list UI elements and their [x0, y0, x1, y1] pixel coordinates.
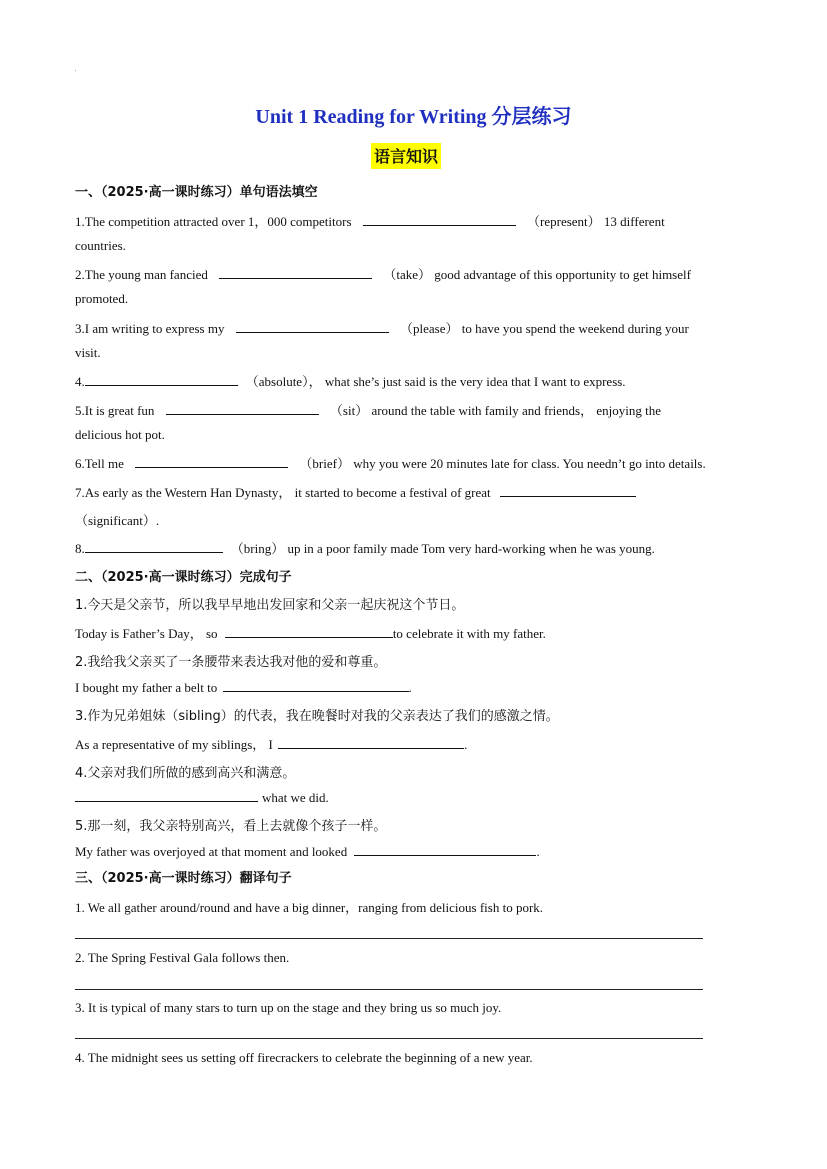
s1-q3-cont: visit.: [75, 345, 101, 360]
s3-q4: 4. The midnight sees us setting off firecrackers to celebrate the beginning of a new year.: [75, 1050, 533, 1065]
section-badge: 语言知识: [371, 143, 441, 169]
s1-q4-blank[interactable]: [85, 373, 238, 386]
s2-q4-cn: 4.父亲对我们所做的感到高兴和满意。: [75, 766, 296, 781]
s2-q5-blank[interactable]: [354, 843, 536, 856]
s1-q5-cont: delicious hot pot.: [75, 427, 165, 442]
s1-q3: 3.I am writing to express my （please） to have you spend the weekend during your: [75, 321, 689, 336]
s2-q2-blank[interactable]: [223, 679, 409, 692]
s1-q2-blank[interactable]: [219, 266, 372, 279]
s1-q3-blank[interactable]: [236, 320, 389, 333]
s3-q3: 3. It is typical of many stars to turn up on the stage and they bring us so much joy.: [75, 1000, 502, 1015]
s1-q1: 1.The competition attracted over 1，000 competitors （represent） 13 different: [75, 214, 665, 229]
s2-q2-en: I bought my father a belt to .: [75, 680, 412, 695]
section1-heading: 一、（2025·高一课时练习）单句语法填空: [75, 185, 318, 200]
s1-q5-blank[interactable]: [166, 402, 319, 415]
s2-q4-en: what we did.: [75, 789, 329, 806]
s3-q3-answer-line[interactable]: [75, 1038, 703, 1039]
s1-q2-cont: promoted.: [75, 291, 129, 306]
page-title: Unit 1 Reading for Writing 分层练习: [255, 106, 572, 128]
header-mark: ': [75, 70, 77, 76]
section3-heading: 三、（2025·高一课时练习）翻译句子: [75, 871, 292, 886]
s3-q1-answer-line[interactable]: [75, 938, 703, 939]
s2-q2-cn: 2.我给我父亲买了一条腰带来表达我对他的爱和尊重。: [75, 655, 387, 670]
s1-q7: 7.As early as the Western Han Dynasty， it started to become a festival of great: [75, 482, 636, 501]
s2-q3-blank[interactable]: [278, 736, 464, 749]
s2-q3-en: As a representative of my siblings， I .: [75, 737, 468, 752]
s1-q8-blank[interactable]: [85, 540, 223, 553]
s2-q1-en: Today is Father’s Day， so to celebrate it with my father.: [75, 626, 546, 641]
s1-q7-blank[interactable]: [500, 484, 636, 497]
s3-q2-answer-line[interactable]: [75, 989, 703, 990]
s1-q8: 8. （bring） up in a poor family made Tom very hard-working when he was young.: [75, 541, 655, 556]
s1-q6: 6.Tell me （brief） why you were 20 minutes late for class. You needn’t go into details.: [75, 456, 706, 471]
s2-q1-blank[interactable]: [225, 625, 393, 638]
s2-q5-en: My father was overjoyed at that moment and looked .: [75, 844, 540, 859]
s2-q5-cn: 5.那一刻，我父亲特别高兴，看上去就像个孩子一样。: [75, 819, 387, 834]
s2-q4-blank[interactable]: [75, 789, 258, 802]
s1-q4: 4. （absolute）， what she’s just said is the very idea that I want to express.: [75, 374, 626, 389]
s1-q1-cont: countries.: [75, 238, 126, 253]
section2-heading: 二、（2025·高一课时练习）完成句子: [75, 570, 292, 585]
s1-q1-blank[interactable]: [363, 213, 516, 226]
s3-q2: 2. The Spring Festival Gala follows then.: [75, 950, 290, 965]
s3-q1: 1. We all gather around/round and have a big dinner，ranging from delicious fish to pork.: [75, 900, 544, 915]
s1-q6-blank[interactable]: [135, 455, 288, 468]
s1-q5: 5.It is great fun （sit） around the table with family and friends， enjoying the: [75, 403, 661, 418]
s1-q7-cont: （significant）.: [75, 513, 160, 528]
s2-q3-cn: 3.作为兄弟姐妹（sibling）的代表，我在晚餐时对我的父亲表达了我们的感激之情。: [75, 709, 559, 724]
s1-q2: 2.The young man fancied （take） good advantage of this opportunity to get himself: [75, 267, 691, 282]
s2-q1-cn: 1.今天是父亲节，所以我早早地出发回家和父亲一起庆祝这个节日。: [75, 598, 465, 613]
